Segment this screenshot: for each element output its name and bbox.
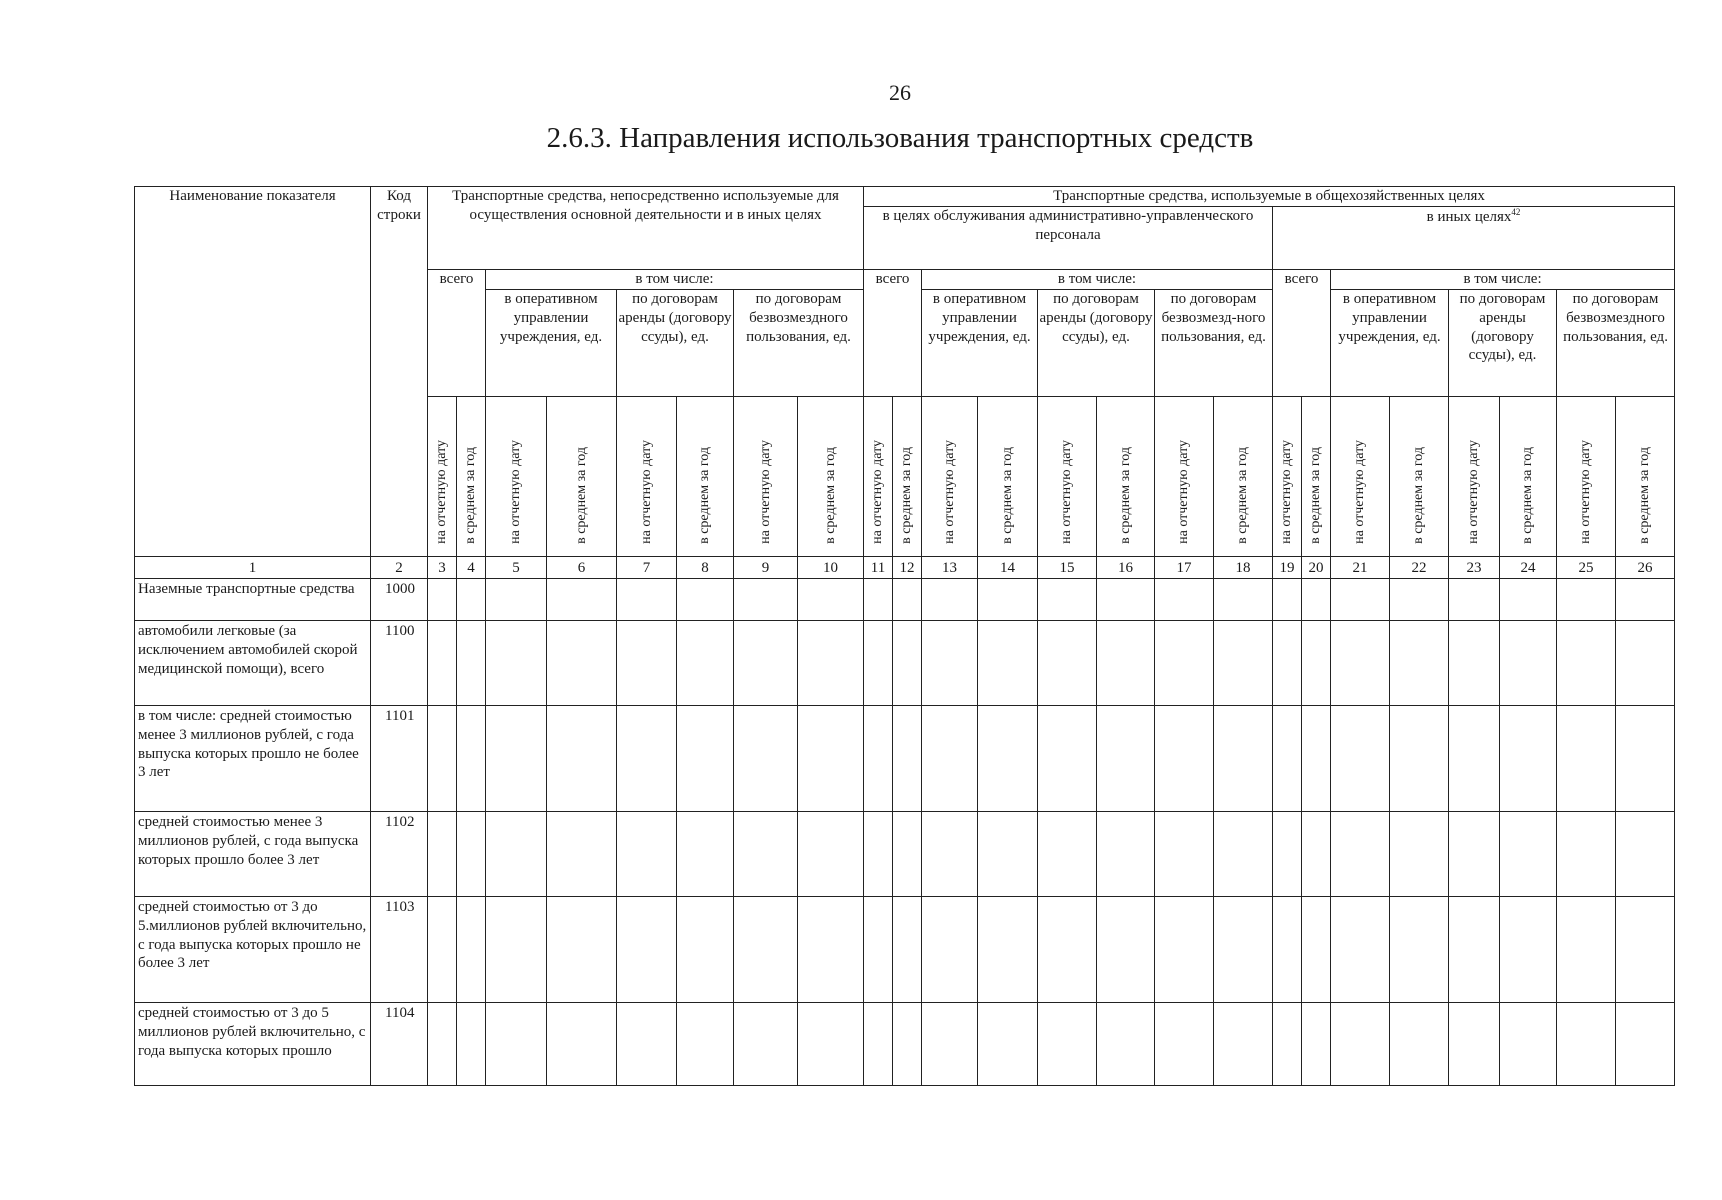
col-number: 10 xyxy=(798,557,864,579)
col-number: 26 xyxy=(1616,557,1675,579)
value-cell[interactable] xyxy=(1214,621,1273,706)
header-total-direct: всего xyxy=(428,270,486,397)
value-cell[interactable] xyxy=(1097,579,1155,621)
col-number: 13 xyxy=(922,557,978,579)
header-total-admin: всего xyxy=(864,270,922,397)
value-cell[interactable] xyxy=(864,579,893,621)
value-cell[interactable] xyxy=(617,1003,677,1086)
value-cell[interactable] xyxy=(798,1003,864,1086)
value-cell[interactable] xyxy=(547,897,617,1003)
row-name: автомобили легковые (за исключением автомобилей скорой медицинской помощи), всего xyxy=(135,621,371,706)
header-incl-admin: в том числе: xyxy=(922,270,1273,290)
value-cell[interactable] xyxy=(922,621,978,706)
value-cell[interactable] xyxy=(1273,812,1302,897)
header-direct-free-use: по договорам безвозмездного пользования, ед. xyxy=(734,290,864,397)
value-cell[interactable] xyxy=(1273,897,1302,1003)
value-cell[interactable] xyxy=(978,621,1038,706)
value-cell[interactable] xyxy=(922,579,978,621)
value-cell[interactable] xyxy=(1097,621,1155,706)
value-cell[interactable] xyxy=(1097,1003,1155,1086)
value-cell[interactable] xyxy=(1390,579,1449,621)
value-cell[interactable] xyxy=(486,1003,547,1086)
value-cell[interactable] xyxy=(978,579,1038,621)
table-row xyxy=(135,1003,1675,1086)
header-on-date: на отчетную дату xyxy=(1331,397,1390,557)
col-number: 5 xyxy=(486,557,547,579)
header-on-date: на отчетную дату xyxy=(486,397,547,557)
value-cell[interactable] xyxy=(864,897,893,1003)
value-cell[interactable] xyxy=(1500,579,1557,621)
value-cell[interactable] xyxy=(1390,897,1449,1003)
value-cell[interactable] xyxy=(1557,1003,1616,1086)
header-avg-year: в среднем за год xyxy=(1390,397,1449,557)
value-cell[interactable] xyxy=(1331,897,1390,1003)
header-on-date: на отчетную дату xyxy=(922,397,978,557)
col-number: 11 xyxy=(864,557,893,579)
col-number: 6 xyxy=(547,557,617,579)
value-cell[interactable] xyxy=(457,812,486,897)
value-cell[interactable] xyxy=(1273,579,1302,621)
value-cell[interactable] xyxy=(864,621,893,706)
row-code: 1100 xyxy=(371,621,428,706)
header-admin-rent: по договорам аренды (договору ссуды), ед. xyxy=(1038,290,1155,397)
value-cell[interactable] xyxy=(1038,621,1097,706)
col-number: 12 xyxy=(893,557,922,579)
value-cell[interactable] xyxy=(457,579,486,621)
header-group-general: Транспортные средства, используемые в общехозяйственных целях xyxy=(864,187,1675,207)
value-cell[interactable] xyxy=(1155,579,1214,621)
header-avg-year: в среднем за год xyxy=(1214,397,1273,557)
header-on-date: на отчетную дату xyxy=(734,397,798,557)
col-number: 22 xyxy=(1390,557,1449,579)
col-number: 15 xyxy=(1038,557,1097,579)
value-cell[interactable] xyxy=(1557,812,1616,897)
value-cell[interactable] xyxy=(457,1003,486,1086)
value-cell[interactable] xyxy=(457,621,486,706)
col-number: 2 xyxy=(371,557,428,579)
col-number: 8 xyxy=(677,557,734,579)
value-cell[interactable] xyxy=(893,706,922,812)
header-code-col: Код строки xyxy=(371,187,428,557)
vehicle-usage-table xyxy=(134,186,1675,1086)
value-cell[interactable] xyxy=(1500,1003,1557,1086)
value-cell[interactable] xyxy=(1331,706,1390,812)
value-cell[interactable] xyxy=(428,621,457,706)
value-cell[interactable] xyxy=(1616,579,1675,621)
page-title: 2.6.3. Направления использования транспортных средств xyxy=(546,122,1254,154)
value-cell[interactable] xyxy=(1557,897,1616,1003)
value-cell[interactable] xyxy=(798,621,864,706)
value-cell[interactable] xyxy=(486,812,547,897)
value-cell[interactable] xyxy=(1273,1003,1302,1086)
value-cell[interactable] xyxy=(864,812,893,897)
value-cell[interactable] xyxy=(1557,706,1616,812)
row-name: средней стоимостью от 3 до 5 миллионов рублей включительно, с года выпуска которых прошло xyxy=(135,1003,371,1086)
header-total-other: всего xyxy=(1273,270,1331,397)
value-cell[interactable] xyxy=(1214,579,1273,621)
row-name: средней стоимостью от 3 до 5.миллионов рублей включительно, с года выпуска которых прошло не более 3 лет xyxy=(135,897,371,1003)
value-cell[interactable] xyxy=(486,706,547,812)
header-other-rent: по договорам аренды (договору ссуды), ед. xyxy=(1449,290,1557,397)
value-cell[interactable] xyxy=(978,706,1038,812)
row-code: 1103 xyxy=(371,897,428,1003)
value-cell[interactable] xyxy=(1038,897,1097,1003)
footnote-ref: 42 xyxy=(1511,207,1521,217)
value-cell[interactable] xyxy=(1449,897,1500,1003)
value-cell[interactable] xyxy=(1500,897,1557,1003)
value-cell[interactable] xyxy=(617,812,677,897)
value-cell[interactable] xyxy=(1302,706,1331,812)
value-cell[interactable] xyxy=(1097,706,1155,812)
header-avg-year: в среднем за год xyxy=(978,397,1038,557)
col-number: 25 xyxy=(1557,557,1616,579)
value-cell[interactable] xyxy=(457,706,486,812)
value-cell[interactable] xyxy=(893,579,922,621)
header-avg-year: в среднем за год xyxy=(1616,397,1675,557)
column-number-row xyxy=(135,557,1675,579)
value-cell[interactable] xyxy=(1214,1003,1273,1086)
value-cell[interactable] xyxy=(1097,897,1155,1003)
value-cell[interactable] xyxy=(1390,621,1449,706)
header-avg-year: в среднем за год xyxy=(1097,397,1155,557)
header-other-operative: в оперативном управлении учреждения, ед. xyxy=(1331,290,1449,397)
value-cell[interactable] xyxy=(1449,579,1500,621)
value-cell[interactable] xyxy=(617,621,677,706)
value-cell[interactable] xyxy=(1214,897,1273,1003)
value-cell[interactable] xyxy=(893,897,922,1003)
value-cell[interactable] xyxy=(893,1003,922,1086)
value-cell[interactable] xyxy=(547,706,617,812)
value-cell[interactable] xyxy=(1500,706,1557,812)
value-cell[interactable] xyxy=(1302,812,1331,897)
header-avg-year: в среднем за год xyxy=(798,397,864,557)
value-cell[interactable] xyxy=(457,897,486,1003)
value-cell[interactable] xyxy=(428,706,457,812)
value-cell[interactable] xyxy=(617,706,677,812)
page-number: 26 xyxy=(889,80,911,105)
value-cell[interactable] xyxy=(734,1003,798,1086)
col-number: 16 xyxy=(1097,557,1155,579)
col-number: 18 xyxy=(1214,557,1273,579)
header-on-date: на отчетную дату xyxy=(428,397,457,557)
value-cell[interactable] xyxy=(1038,812,1097,897)
value-cell[interactable] xyxy=(1214,706,1273,812)
header-avg-year: в среднем за год xyxy=(1302,397,1331,557)
value-cell[interactable] xyxy=(1302,1003,1331,1086)
value-cell[interactable] xyxy=(1331,579,1390,621)
header-on-date: на отчетную дату xyxy=(1449,397,1500,557)
header-group-direct: Транспортные средства, непосредственно используемые для осуществления основной деятельности и в иных целях xyxy=(428,187,864,270)
value-cell[interactable] xyxy=(486,897,547,1003)
value-cell[interactable] xyxy=(734,621,798,706)
value-cell[interactable] xyxy=(547,1003,617,1086)
value-cell[interactable] xyxy=(617,897,677,1003)
value-cell[interactable] xyxy=(1155,621,1214,706)
header-sub-other: в иных целях$^{42}$ xyxy=(1273,207,1675,270)
value-cell[interactable] xyxy=(1155,706,1214,812)
header-admin-operative: в оперативном управлении учреждения, ед. xyxy=(922,290,1038,397)
value-cell[interactable] xyxy=(734,897,798,1003)
value-cell[interactable] xyxy=(1449,706,1500,812)
header-direct-rent: по договорам аренды (договору ссуды), ед. xyxy=(617,290,734,397)
value-cell[interactable] xyxy=(734,812,798,897)
value-cell[interactable] xyxy=(1302,897,1331,1003)
value-cell[interactable] xyxy=(1331,1003,1390,1086)
row-name: средней стоимостью менее 3 миллионов рублей, с года выпуска которых прошло более 3 лет xyxy=(135,812,371,897)
value-cell[interactable] xyxy=(1331,812,1390,897)
value-cell[interactable] xyxy=(1449,812,1500,897)
header-avg-year: в среднем за год xyxy=(547,397,617,557)
value-cell[interactable] xyxy=(978,897,1038,1003)
value-cell[interactable] xyxy=(617,579,677,621)
header-incl-other: в том числе: xyxy=(1331,270,1675,290)
col-number: 24 xyxy=(1500,557,1557,579)
value-cell[interactable] xyxy=(864,706,893,812)
value-cell[interactable] xyxy=(978,812,1038,897)
row-code: 1000 xyxy=(371,579,428,621)
row-name: Наземные транспортные средства xyxy=(135,579,371,621)
value-cell[interactable] xyxy=(1273,706,1302,812)
value-cell[interactable] xyxy=(1449,1003,1500,1086)
table-row xyxy=(135,812,1675,897)
row-code: 1101 xyxy=(371,706,428,812)
col-number: 7 xyxy=(617,557,677,579)
value-cell[interactable] xyxy=(922,812,978,897)
col-number: 14 xyxy=(978,557,1038,579)
value-cell[interactable] xyxy=(1155,897,1214,1003)
value-cell[interactable] xyxy=(1500,812,1557,897)
col-number: 1 xyxy=(135,557,371,579)
value-cell[interactable] xyxy=(677,621,734,706)
value-cell[interactable] xyxy=(922,706,978,812)
table-row xyxy=(135,706,1675,812)
value-cell[interactable] xyxy=(1097,812,1155,897)
value-cell[interactable] xyxy=(734,706,798,812)
value-cell[interactable] xyxy=(1038,706,1097,812)
col-number: 17 xyxy=(1155,557,1214,579)
col-number: 4 xyxy=(457,557,486,579)
table-row xyxy=(135,579,1675,621)
value-cell[interactable] xyxy=(486,579,547,621)
value-cell[interactable] xyxy=(1155,1003,1214,1086)
value-cell[interactable] xyxy=(1616,1003,1675,1086)
value-cell[interactable] xyxy=(428,579,457,621)
header-avg-year: в среднем за год xyxy=(893,397,922,557)
value-cell[interactable] xyxy=(798,706,864,812)
value-cell[interactable] xyxy=(1273,621,1302,706)
header-on-date: на отчетную дату xyxy=(1273,397,1302,557)
header-direct-operative: в оперативном управлении учреждения, ед. xyxy=(486,290,617,397)
value-cell[interactable] xyxy=(1557,621,1616,706)
col-number: 9 xyxy=(734,557,798,579)
value-cell[interactable] xyxy=(978,1003,1038,1086)
header-on-date: на отчетную дату xyxy=(864,397,893,557)
header-name-col: Наименование показателя xyxy=(135,187,371,557)
value-cell[interactable] xyxy=(864,1003,893,1086)
value-cell[interactable] xyxy=(486,621,547,706)
value-cell[interactable] xyxy=(677,1003,734,1086)
row-name: в том числе: средней стоимостью менее 3 миллионов рублей, с года выпуска которых прошло не более 3 лет xyxy=(135,706,371,812)
value-cell[interactable] xyxy=(1155,812,1214,897)
value-cell[interactable] xyxy=(1331,621,1390,706)
row-code: 1102 xyxy=(371,812,428,897)
value-cell[interactable] xyxy=(547,579,617,621)
value-cell[interactable] xyxy=(1557,579,1616,621)
value-cell[interactable] xyxy=(1214,812,1273,897)
header-on-date: на отчетную дату xyxy=(1557,397,1616,557)
value-cell[interactable] xyxy=(893,621,922,706)
header-admin-free-use: по договорам безвозмезд-ного пользования, ед. xyxy=(1155,290,1273,397)
header-other-free-use: по договорам безвозмездного пользования, ед. xyxy=(1557,290,1675,397)
value-cell[interactable] xyxy=(1038,579,1097,621)
value-cell[interactable] xyxy=(1616,621,1675,706)
value-cell[interactable] xyxy=(1302,621,1331,706)
value-cell[interactable] xyxy=(1616,897,1675,1003)
value-cell[interactable] xyxy=(922,1003,978,1086)
value-cell[interactable] xyxy=(1390,812,1449,897)
header-on-date: на отчетную дату xyxy=(1038,397,1097,557)
value-cell[interactable] xyxy=(1302,579,1331,621)
header-on-date: на отчетную дату xyxy=(617,397,677,557)
value-cell[interactable] xyxy=(922,897,978,1003)
header-avg-year: в среднем за год xyxy=(677,397,734,557)
value-cell[interactable] xyxy=(547,812,617,897)
value-cell[interactable] xyxy=(1500,621,1557,706)
col-number: 19 xyxy=(1273,557,1302,579)
col-number: 20 xyxy=(1302,557,1331,579)
value-cell[interactable] xyxy=(547,621,617,706)
header-sub-admin: в целях обслуживания административно-управленческого персонала xyxy=(864,207,1273,270)
value-cell[interactable] xyxy=(1616,706,1675,812)
header-avg-year: в среднем за год xyxy=(457,397,486,557)
value-cell[interactable] xyxy=(893,812,922,897)
value-cell[interactable] xyxy=(428,1003,457,1086)
value-cell[interactable] xyxy=(798,579,864,621)
header-avg-year: в среднем за год xyxy=(1500,397,1557,557)
value-cell[interactable] xyxy=(428,812,457,897)
header-incl-direct: в том числе: xyxy=(486,270,864,290)
value-cell[interactable] xyxy=(1449,621,1500,706)
col-number: 3 xyxy=(428,557,457,579)
value-cell[interactable] xyxy=(677,579,734,621)
value-cell[interactable] xyxy=(677,812,734,897)
header-on-date: на отчетную дату xyxy=(1155,397,1214,557)
value-cell[interactable] xyxy=(428,897,457,1003)
value-cell[interactable] xyxy=(1390,706,1449,812)
value-cell[interactable] xyxy=(677,706,734,812)
col-number: 23 xyxy=(1449,557,1500,579)
value-cell[interactable] xyxy=(1616,812,1675,897)
value-cell[interactable] xyxy=(798,812,864,897)
table-row xyxy=(135,621,1675,706)
col-number: 21 xyxy=(1331,557,1390,579)
value-cell[interactable] xyxy=(1390,1003,1449,1086)
row-code: 1104 xyxy=(371,1003,428,1086)
value-cell[interactable] xyxy=(1038,1003,1097,1086)
value-cell[interactable] xyxy=(677,897,734,1003)
table-row xyxy=(135,897,1675,1003)
value-cell[interactable] xyxy=(734,579,798,621)
value-cell[interactable] xyxy=(798,897,864,1003)
